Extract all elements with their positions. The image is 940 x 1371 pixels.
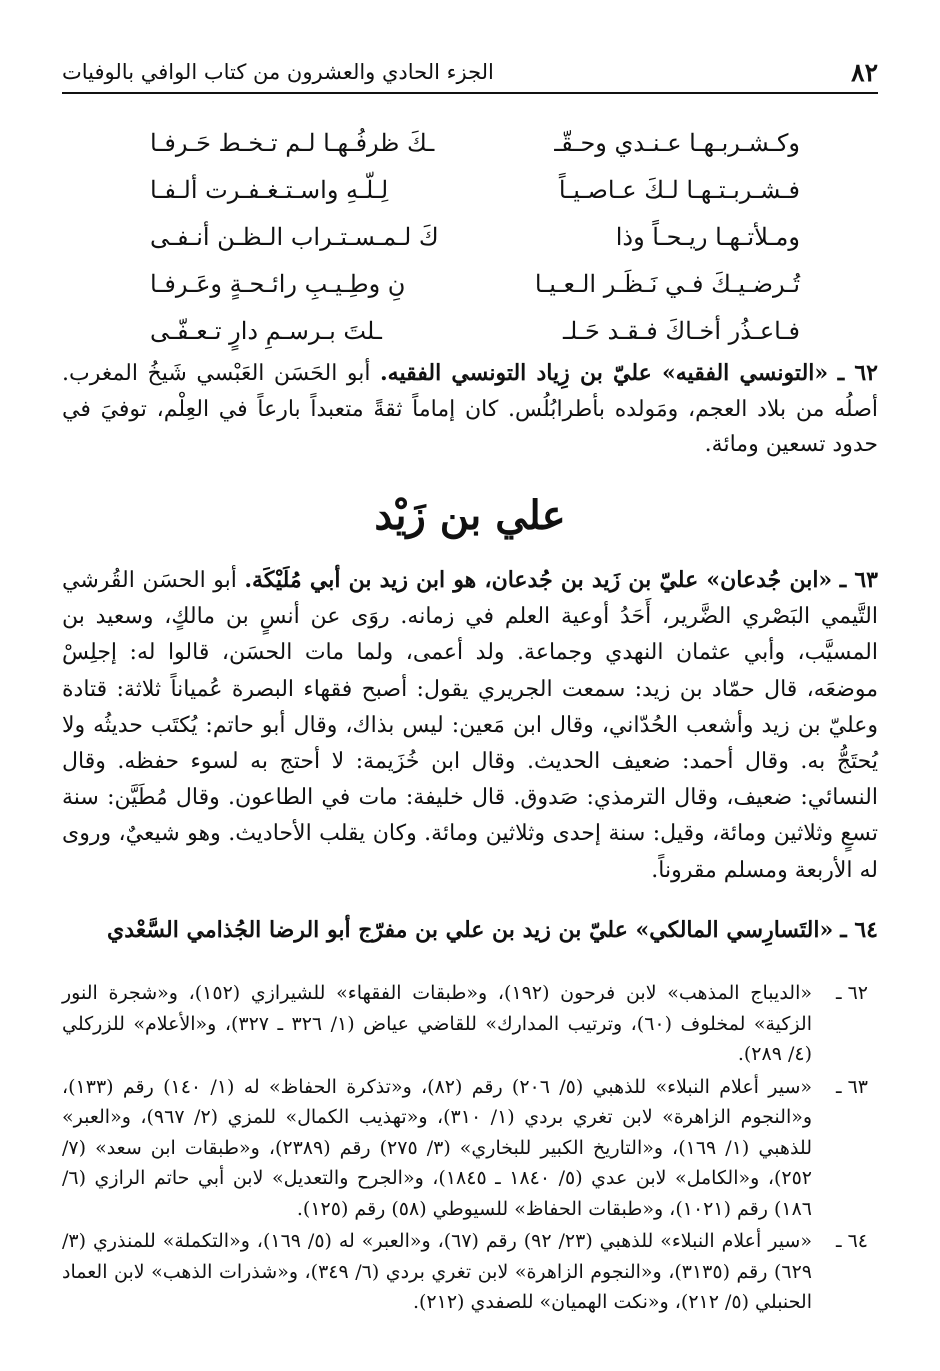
footnote-number: ٦٢ ـ [835,982,868,1004]
entry-number: ٦٣ ـ [839,567,878,593]
footnote [62,978,878,1070]
running-title: الجزء الحادي والعشرون من كتاب الوافي بالوفيات [62,60,494,84]
footnote-text: «سير أعلام النبلاء» للذهبي (٢٣/ ٩٢) رقم (٦٧)، و«العبر» له (٥/ ١٦٩)، و«التكملة» للمنذري (٣/ ٦٢٩) رقم (٣١٣٥)، و«النجوم الزاهرة» لابن تغري بردي (٦/ ٣٤٩)، و«شذرات الذهب» لابن العماد الحنبلي (٥/ ٢١٢)، و«نكت الهميان» للصفدي (٢١٢). [62,1230,812,1313]
footnote-text: «سير أعلام النبلاء» للذهبي (٥/ ٢٠٦) رقم (٨٢)، و«تذكرة الحفاظ» له (١/ ١٤٠) رقم (١٣٣)، و«النجوم الزاهرة» لابن تغري بردي (١/ ٣١٠)، و«تهذيب الكمال» للمزي (٢/ ٩٦٧)، و«العبر» للذهبي (١/ ١٦٩)، و«التاريخ الكبير للبخاري» (٣/ ٢٧٥) رقم (٢٣٨٩)، و«طبقات ابن سعد» (٧/ ٢٥٢)، و«الكامل» لابن عدي (٥/ ١٨٤٠ ـ ١٨٤٥)، و«الجرح والتعديل» لابن أبي حاتم الرازي (٦/ ١٨٦) رقم (١٠٢١)، و«طبقات الحفاظ» للسيوطي (٥٨) رقم (١٢٥). [62,1075,813,1220]
verse-first-hemistich: فـاعـذُر أخـاكَ فـقـد حَـلـ [563,317,800,345]
verse-first-hemistich: فـشـربـتـهـا لـكَ عـاصـيـاً [558,176,800,204]
page-number: ٨٢ [851,57,878,87]
poem-verse [150,167,800,214]
poem-verse [150,214,800,261]
footnote-number: ٦٤ ـ [835,1230,868,1252]
entry-64 [62,913,878,949]
section-title: علي بن زَيْد [374,492,566,539]
entry-63 [62,562,878,889]
footnotes [62,978,878,1320]
poem [150,120,800,355]
page-header [62,52,878,94]
footnote [62,1072,878,1225]
entry-number: ٦٢ ـ [837,360,878,386]
verse-second-hemistich: لِـلّـهِ واسـتـغـفـرت ألـفـا [150,176,389,204]
entry-number: ٦٤ ـ [840,917,878,943]
verse-second-hemistich: نِ وطِـيـبِ رائـحـةٍ وعَـرفـا [150,270,406,298]
verse-first-hemistich: تُـرضـيـكَ فـي نَـظَـر الـعـيـا [534,270,800,298]
verse-second-hemistich: ـلتَ بـرسـمِ دارٍ تـعـفّـى [150,317,382,345]
verse-first-hemistich: ومـلأتـهـا ريـحـاً وذا [615,223,800,251]
verse-second-hemistich: كَ لـمـسـتـراب الـظـن أنـفـى [150,223,439,251]
entry-text: أبو الحسَن القُرشي التَّيمي البَصْري الضَّرير، أَحَدُ أوعية العلم في زمانه. روَى عن أنسٍ بن مالكٍ، وسعيد بن المسيَّب، وأبي عثمان النهدي وجماعة. ولد أعمى، ولما مات الحسَن، قالوا له: إجلِسْ موضعَه، قال حمّاد بن زيد: سمعت الجريري يقول: أصبح فقهاء البصرة عُمياناً ثلاثة: قتادة وعليّ بن زيد وأشعب الحُدّاني، وقال ابن مَعين: ليس بذاك، وقال أبو حاتم: يُكتَب حديثُه ولا يُحتَجُّ به. وقال أحمد: ضعيف الحديث. وقال ابن خُزَيمة: لا أحتج به لسوء حفظه. وقال النسائي: ضعيف، وقال الترمذي: صَدوق. قال خليفة: مات في الطاعون. وقال مُطَيَّن: سنة تسعٍ وثلاثين ومائة، وقيل: سنة إحدى وثلاثين ومائة. وكان يقلب الأحاديث. وهو شيعيٌ، وروى له الأربعة ومسلم مقروناً. [62,568,878,883]
entry-62 [62,356,878,463]
footnote-text: «الديباج المذهب» لابن فرحون (١٩٢)، و«طبقات الفقهاء» للشيرازي (١٥٢)، و«شجرة النور الزكية» لمخلوف (٦٠)، وترتيب المدارك» للقاضي عياض (١/ ٣٢٦ ـ ٣٢٧)، و«الأعلام» للزركلي (٤/ ٢٨٩). [62,982,812,1065]
poem-verse [150,308,800,355]
verse-second-hemistich: ـكَ ظرفُـهـا لـم تـخـط حَـرفـا [150,129,435,157]
poem-verse [150,120,800,167]
poem-verse [150,261,800,308]
verse-first-hemistich: وكـشـربـهـا عـنـدي وحـقّـ [554,129,800,157]
entry-text: أبو الحَسَن العَبْسي شَيخُ المغرب. أصلُه من بلاد العجم، ومَولده بأطرابُلُس. كان إماماً ثقةً متعبداً بارعاً في العِلْم، توفيَ في حدود تسعين ومائة. [62,361,878,457]
entry-heading: «التَسارِسي المالكي» عليّ بن زيد بن علي بن مفرّج أبو الرضا الجُذامي السَّعْدي [107,917,834,943]
entry-heading: «التونسي الفقيه» عليّ بن زِياد التونسي الفقيه. [380,360,829,386]
entry-heading: «ابن جُدعان» عليّ بن زَيد بن جُدعان، هو ابن زيد بن أبي مُلَيْكَة. [244,567,833,593]
footnote [62,1226,878,1318]
footnote-number: ٦٣ ـ [835,1075,868,1098]
